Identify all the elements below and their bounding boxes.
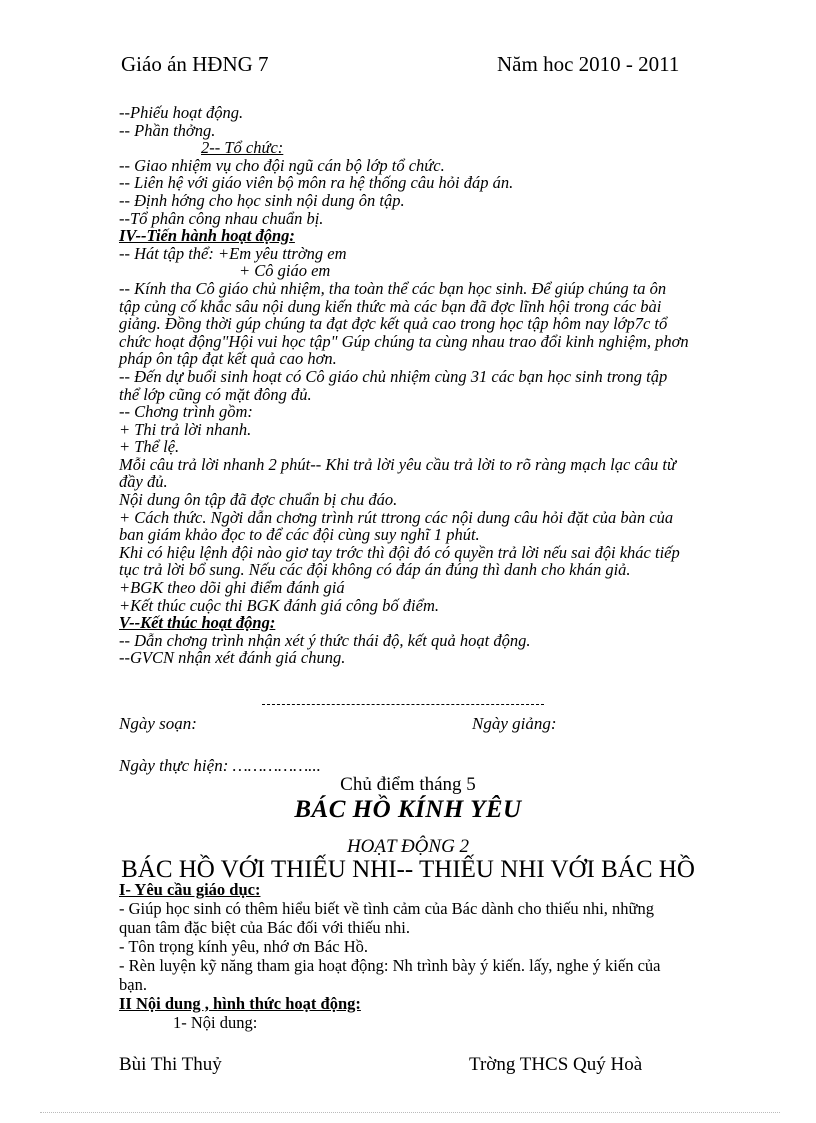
body-paragraph: Khi có hiệu lệnh đội nào giơ tay trớc thì đội đó có quyền trả lời nếu sai đội khác tiếp tục trả lời bổ sung. Nếu các đội không có đáp án đúng thì danh cho khán giả.	[119, 542, 680, 580]
body-line: + Thi trả lời nhanh.	[119, 419, 252, 439]
body-line: -- Liên hệ với giáo viên bộ môn ra hệ thống câu hỏi đáp án.	[119, 173, 514, 193]
footer-author: Bùi Thi Thuỷ	[119, 1054, 222, 1075]
theme-month: Chủ điểm tháng 5	[340, 774, 476, 795]
section-heading-ii: II Nội dung , hình thức hoạt động:	[119, 994, 361, 1013]
body-line: -- Hát tập thể: +Em yêu ttrờng em	[119, 243, 347, 263]
footer-school: Trờng THCS Quý Hoà	[469, 1054, 643, 1075]
section-heading-iv: IV--Tiến hành hoạt động:	[119, 226, 295, 246]
body-paragraph: + Cách thức. Ngời dẫn chơng trình rút ttrong các nội dung câu hỏi đặt của bàn của ban giám khảo đọc to để các đội cùng suy nghĩ 1 phút.	[119, 507, 674, 545]
header-subject: Giáo án HĐNG 7	[121, 52, 269, 76]
requirement-item: - Giúp học sinh có thêm hiểu biết về tình cảm của Bác dành cho thiếu nhi, những quan tâm đặc biệt của Bác đối với thiếu nhi.	[119, 899, 654, 937]
section-heading-i: I- Yêu cầu giáo dục:	[119, 880, 261, 899]
separator-line	[262, 704, 544, 705]
page-bottom-border	[40, 1112, 780, 1113]
body-line: + Thể lệ.	[119, 437, 180, 457]
body-line: -- Giao nhiệm vụ cho đội ngũ cán bộ lớp tổ chức.	[119, 155, 445, 175]
content-subheading: 1- Nội dung:	[173, 1013, 258, 1032]
body-line: -- Chơng trình gồm:	[119, 402, 253, 422]
activity-body	[119, 104, 691, 667]
requirement-item: - Rèn luyện kỹ năng tham gia hoạt động: Nh trình bày ý kiến. lấy, nghe ý kiến của bạn.	[119, 956, 661, 994]
body-line: --GVCN nhận xét đánh giá chung.	[119, 648, 346, 668]
theme-title: BÁC HỒ KÍNH YÊU	[294, 796, 522, 823]
activity-label: HOẠT ĐỘNG 2	[346, 836, 470, 857]
body-line: Nội dung ôn tập đã đợc chuẩn bị chu đáo.	[119, 490, 398, 510]
body-line: + Cô giáo em	[239, 261, 331, 281]
body-paragraph: -- Đến dự buổi sinh hoạt có Cô giáo chủ nhiệm cùng 31 các bạn học sinh trong tập thể lớp cũng có mặt đông đủ.	[119, 366, 668, 404]
body-line: -- Dẫn chơng trình nhận xét ý thức thái độ, kết quả hoạt động.	[119, 630, 531, 650]
date-taught: Ngày giảng:	[472, 714, 557, 733]
body-line: -- Định hớng cho học sinh nội dung ôn tập.	[119, 190, 405, 210]
body-line: -- Phần thởng.	[119, 120, 216, 140]
subheading-organization: 2-- Tổ chức:	[201, 138, 284, 158]
activity-title: BÁC HỒ VỚI THIẾU NHI-- THIẾU NHI VỚI BÁC HỒ	[121, 856, 695, 883]
body-paragraph: -- Kính tha Cô giáo chủ nhiệm, tha toàn thể các bạn học sinh. Để giúp chúng ta ôn tập củng cố khắc sâu nội dung kiến thức mà các bạn đã đợc lĩnh hội trong các bài giảng. Đồng thời gúp chúng ta đạt đợc kết quả cao trong học tập hôm nay lớp7c tổ chức hoạt động"Hội vui học tập" Gúp chúng ta cùng nhau trao đổi kinh nghiệm, phơn pháp ôn tập đạt kết quả cao hơn.	[119, 278, 689, 369]
requirement-item: - Tôn trọng kính yêu, nhớ ơn Bác Hồ.	[119, 937, 369, 956]
date-prepared: Ngày soạn:	[119, 714, 197, 733]
education-requirements	[119, 880, 685, 1032]
body-paragraph: Mỗi câu trả lời nhanh 2 phút-- Khi trả lời yêu cầu trả lời to rõ ràng mạch lạc câu từ đầy đủ.	[119, 454, 676, 492]
body-line: --Phiếu hoạt động.	[119, 103, 244, 122]
header-school-year: Năm hoc 2010 - 2011	[497, 52, 680, 76]
body-line: +Kết thúc cuộc thi BGK đánh giá công bố điểm.	[119, 595, 440, 615]
body-line: +BGK theo dõi ghi điểm đánh giá	[119, 578, 345, 598]
section-heading-v: V--Kết thúc hoạt động:	[119, 613, 276, 633]
body-line: --Tổ phân công nhau chuẩn bị.	[119, 208, 324, 228]
date-executed: Ngày thực hiện: ……………...	[119, 756, 321, 775]
